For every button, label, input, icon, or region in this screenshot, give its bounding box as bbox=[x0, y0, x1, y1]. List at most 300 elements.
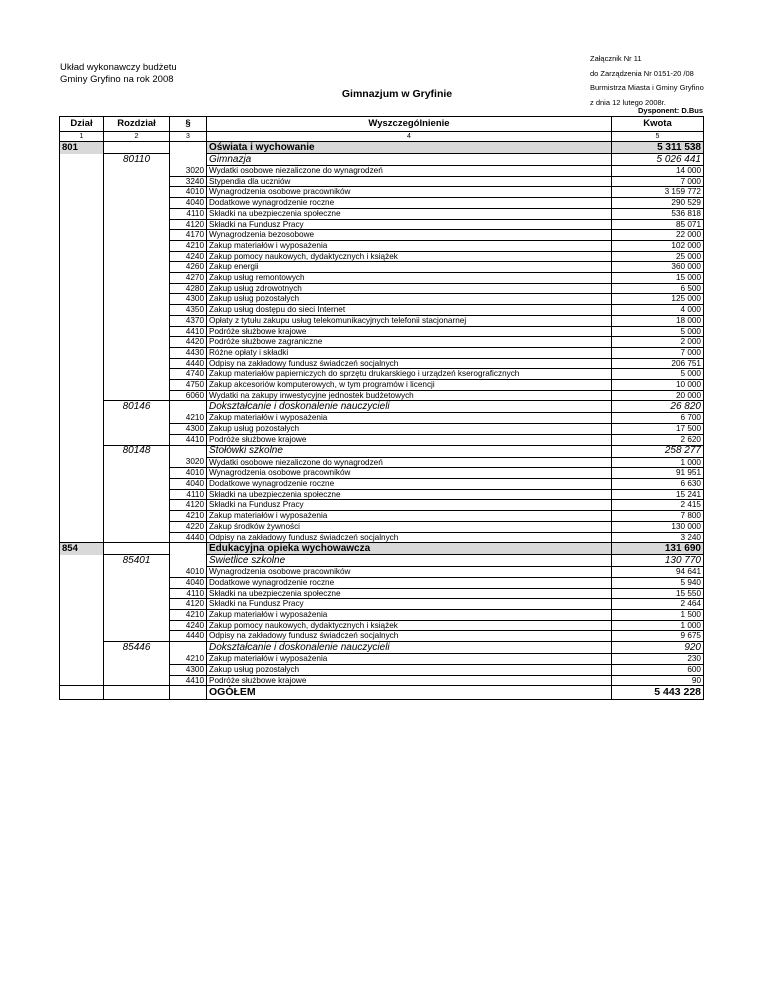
item-name: Odpisy na zakładowy fundusz świadczeń socjalnych bbox=[207, 532, 612, 543]
col-dzial-header: Dział bbox=[60, 117, 104, 132]
empty-cell bbox=[104, 610, 170, 621]
empty-cell bbox=[104, 230, 170, 241]
col-number: 3 bbox=[170, 132, 207, 142]
table-row bbox=[60, 577, 704, 588]
total-label: OGÓŁEM bbox=[207, 686, 612, 700]
item-amount: 360 000 bbox=[612, 262, 704, 273]
item-amount: 125 000 bbox=[612, 294, 704, 305]
item-name: Zakup usług remontowych bbox=[207, 273, 612, 284]
item-amount: 15 550 bbox=[612, 588, 704, 599]
empty-cell bbox=[60, 555, 104, 567]
empty-cell bbox=[60, 166, 104, 177]
empty-cell bbox=[104, 326, 170, 337]
col-number: 1 bbox=[60, 132, 104, 142]
empty-cell bbox=[60, 654, 104, 665]
empty-cell bbox=[104, 187, 170, 198]
paragraf-code: 4300 bbox=[170, 294, 207, 305]
empty-cell bbox=[104, 208, 170, 219]
item-amount: 85 071 bbox=[612, 219, 704, 230]
empty-cell bbox=[60, 358, 104, 369]
paragraf-code: 4440 bbox=[170, 631, 207, 642]
paragraf-code: 6060 bbox=[170, 390, 207, 401]
empty-cell bbox=[60, 380, 104, 391]
item-amount: 15 000 bbox=[612, 273, 704, 284]
budget-table bbox=[59, 116, 704, 700]
rozdzial-name: Dokształcanie i doskonalenie nauczycieli bbox=[207, 642, 612, 654]
table-row bbox=[60, 675, 704, 686]
empty-cell bbox=[104, 521, 170, 532]
empty-cell bbox=[104, 588, 170, 599]
paragraf-code: 4280 bbox=[170, 283, 207, 294]
paragraf-code: 4410 bbox=[170, 326, 207, 337]
item-name: Różne opłaty i składki bbox=[207, 347, 612, 358]
item-name: Zakup usług pozostałych bbox=[207, 664, 612, 675]
dzial-row bbox=[60, 142, 704, 154]
rozdzial-code: 80110 bbox=[104, 154, 170, 166]
empty-cell bbox=[60, 567, 104, 578]
paragraf-code: 4040 bbox=[170, 577, 207, 588]
item-name: Podróże służbowe krajowe bbox=[207, 675, 612, 686]
dzial-row bbox=[60, 543, 704, 555]
item-name: Odpisy na zakładowy fundusz świadczeń socjalnych bbox=[207, 358, 612, 369]
table-row bbox=[60, 599, 704, 610]
item-name: Składki na Fundusz Pracy bbox=[207, 599, 612, 610]
empty-cell bbox=[104, 654, 170, 665]
empty-cell bbox=[104, 413, 170, 424]
item-name: Zakup usług pozostałych bbox=[207, 424, 612, 435]
item-amount: 536 818 bbox=[612, 208, 704, 219]
empty-cell bbox=[104, 532, 170, 543]
empty-cell bbox=[104, 305, 170, 316]
empty-cell bbox=[60, 401, 104, 413]
paragraf-code: 4240 bbox=[170, 251, 207, 262]
empty-cell bbox=[60, 273, 104, 284]
paragraf-code: 4010 bbox=[170, 468, 207, 479]
empty-cell bbox=[104, 358, 170, 369]
table-row bbox=[60, 620, 704, 631]
table-row bbox=[60, 283, 704, 294]
empty-cell bbox=[104, 347, 170, 358]
paragraf-code: 4410 bbox=[170, 675, 207, 686]
empty-cell bbox=[170, 642, 207, 654]
empty-cell bbox=[60, 434, 104, 445]
column-number-row bbox=[60, 132, 704, 142]
table-row bbox=[60, 326, 704, 337]
paragraf-code: 4440 bbox=[170, 358, 207, 369]
empty-cell bbox=[104, 631, 170, 642]
paragraf-code: 4220 bbox=[170, 521, 207, 532]
table-row bbox=[60, 511, 704, 522]
empty-cell bbox=[60, 521, 104, 532]
empty-cell bbox=[60, 642, 104, 654]
paragraf-code: 4120 bbox=[170, 500, 207, 511]
item-amount: 9 675 bbox=[612, 631, 704, 642]
table-row bbox=[60, 273, 704, 284]
table-row bbox=[60, 176, 704, 187]
table-row bbox=[60, 369, 704, 380]
empty-cell bbox=[60, 610, 104, 621]
dzial-amount: 5 311 538 bbox=[612, 142, 704, 154]
paragraf-code: 4210 bbox=[170, 240, 207, 251]
item-name: Wydatki osobowe niezaliczone do wynagrodzeń bbox=[207, 166, 612, 177]
table-row bbox=[60, 230, 704, 241]
item-amount: 102 000 bbox=[612, 240, 704, 251]
item-name: Dodatkowe wynagrodzenie roczne bbox=[207, 577, 612, 588]
table-row bbox=[60, 567, 704, 578]
empty-cell bbox=[60, 337, 104, 348]
table-row bbox=[60, 413, 704, 424]
item-name: Podróże służbowe krajowe bbox=[207, 326, 612, 337]
paragraf-code: 4110 bbox=[170, 489, 207, 500]
empty-cell bbox=[104, 457, 170, 468]
empty-cell bbox=[60, 294, 104, 305]
item-name: Zakup pomocy naukowych, dydaktycznych i książek bbox=[207, 620, 612, 631]
item-amount: 6 700 bbox=[612, 413, 704, 424]
item-name: Wydatki na zakupy inwestycyjne jednostek budżetowych bbox=[207, 390, 612, 401]
empty-cell bbox=[104, 380, 170, 391]
empty-cell bbox=[170, 555, 207, 567]
rozdzial-name: Stołówki szkolne bbox=[207, 445, 612, 457]
item-amount: 7 000 bbox=[612, 176, 704, 187]
rozdzial-row bbox=[60, 445, 704, 457]
paragraf-code: 4240 bbox=[170, 620, 207, 631]
paragraf-code: 4040 bbox=[170, 198, 207, 209]
empty-cell bbox=[60, 457, 104, 468]
empty-cell bbox=[170, 686, 207, 700]
table-row bbox=[60, 588, 704, 599]
rozdzial-row bbox=[60, 401, 704, 413]
paragraf-code: 3240 bbox=[170, 176, 207, 187]
dzial-code: 854 bbox=[60, 543, 104, 555]
empty-cell bbox=[60, 251, 104, 262]
paragraf-code: 4120 bbox=[170, 219, 207, 230]
dzial-name: Edukacyjna opieka wychowawcza bbox=[207, 543, 612, 555]
item-amount: 3 159 772 bbox=[612, 187, 704, 198]
table-row bbox=[60, 434, 704, 445]
table-row bbox=[60, 315, 704, 326]
rozdzial-amount: 258 277 bbox=[612, 445, 704, 457]
paragraf-code: 4270 bbox=[170, 273, 207, 284]
rozdzial-name: Gimnazja bbox=[207, 154, 612, 166]
item-name: Odpisy na zakładowy fundusz świadczeń socjalnych bbox=[207, 631, 612, 642]
empty-cell bbox=[60, 478, 104, 489]
empty-cell bbox=[170, 142, 207, 154]
paragraf-code: 3020 bbox=[170, 457, 207, 468]
empty-cell bbox=[60, 511, 104, 522]
empty-cell bbox=[60, 424, 104, 435]
empty-cell bbox=[60, 176, 104, 187]
empty-cell bbox=[60, 675, 104, 686]
item-name: Zakup materiałów i wyposażenia bbox=[207, 610, 612, 621]
item-amount: 130 000 bbox=[612, 521, 704, 532]
empty-cell bbox=[104, 337, 170, 348]
rozdzial-code: 80148 bbox=[104, 445, 170, 457]
empty-cell bbox=[60, 413, 104, 424]
empty-cell bbox=[104, 468, 170, 479]
item-amount: 91 951 bbox=[612, 468, 704, 479]
paragraf-code: 4120 bbox=[170, 599, 207, 610]
item-amount: 22 000 bbox=[612, 230, 704, 241]
empty-cell bbox=[60, 198, 104, 209]
header-left-line2: Gminy Gryfino na rok 2008 bbox=[60, 73, 174, 85]
col-number: 5 bbox=[612, 132, 704, 142]
empty-cell bbox=[104, 478, 170, 489]
header-right bbox=[590, 52, 704, 110]
table-row bbox=[60, 347, 704, 358]
item-name: Zakup materiałów i wyposażenia bbox=[207, 511, 612, 522]
empty-cell bbox=[104, 198, 170, 209]
rozdzial-name: Dokształcanie i doskonalenie nauczycieli bbox=[207, 401, 612, 413]
item-name: Składki na Fundusz Pracy bbox=[207, 219, 612, 230]
paragraf-code: 4210 bbox=[170, 511, 207, 522]
table-row bbox=[60, 358, 704, 369]
issue-date: z dnia 12 lutego 2008r. bbox=[590, 97, 666, 107]
item-amount: 2 464 bbox=[612, 599, 704, 610]
empty-cell bbox=[104, 294, 170, 305]
empty-cell bbox=[104, 219, 170, 230]
paragraf-code: 4040 bbox=[170, 478, 207, 489]
paragraf-code: 4260 bbox=[170, 262, 207, 273]
paragraf-code: 4110 bbox=[170, 588, 207, 599]
empty-cell bbox=[60, 500, 104, 511]
table-row bbox=[60, 187, 704, 198]
rozdzial-code: 85446 bbox=[104, 642, 170, 654]
empty-cell bbox=[170, 445, 207, 457]
paragraf-code: 4350 bbox=[170, 305, 207, 316]
empty-cell bbox=[104, 424, 170, 435]
item-name: Zakup materiałów i wyposażenia bbox=[207, 654, 612, 665]
item-name: Składki na ubezpieczenia społeczne bbox=[207, 208, 612, 219]
empty-cell bbox=[170, 401, 207, 413]
item-amount: 14 000 bbox=[612, 166, 704, 177]
attachment-number: Załącznik Nr 11 bbox=[590, 54, 642, 63]
paragraf-code: 4170 bbox=[170, 230, 207, 241]
empty-cell bbox=[60, 588, 104, 599]
empty-cell bbox=[104, 273, 170, 284]
item-name: Zakup środków żywności bbox=[207, 521, 612, 532]
item-amount: 4 000 bbox=[612, 305, 704, 316]
issuer: Burmistrza Miasta i Gminy Gryfino bbox=[590, 83, 704, 92]
empty-cell bbox=[60, 532, 104, 543]
item-name: Podróże służbowe zagraniczne bbox=[207, 337, 612, 348]
table-row bbox=[60, 424, 704, 435]
paragraf-code: 4420 bbox=[170, 337, 207, 348]
item-name: Zakup usług zdrowotnych bbox=[207, 283, 612, 294]
item-name: Zakup usług pozostałych bbox=[207, 294, 612, 305]
header-left-line1: Układ wykonawczy budżetu bbox=[60, 62, 177, 73]
dzial-amount: 131 690 bbox=[612, 543, 704, 555]
item-name: Dodatkowe wynagrodzenie roczne bbox=[207, 198, 612, 209]
table-row bbox=[60, 631, 704, 642]
item-name: Zakup energii bbox=[207, 262, 612, 273]
empty-cell bbox=[60, 390, 104, 401]
header-left bbox=[60, 62, 177, 85]
paragraf-code: 4210 bbox=[170, 654, 207, 665]
item-name: Zakup akcesoriów komputerowych, w tym programów i licencji bbox=[207, 380, 612, 391]
empty-cell bbox=[104, 390, 170, 401]
item-amount: 206 751 bbox=[612, 358, 704, 369]
empty-cell bbox=[104, 577, 170, 588]
item-amount: 18 000 bbox=[612, 315, 704, 326]
empty-cell bbox=[104, 166, 170, 177]
item-name: Zakup materiałów i wyposażenia bbox=[207, 240, 612, 251]
col-number: 4 bbox=[207, 132, 612, 142]
item-amount: 17 500 bbox=[612, 424, 704, 435]
page-title-wrap bbox=[0, 88, 768, 100]
empty-cell bbox=[60, 262, 104, 273]
table-row bbox=[60, 532, 704, 543]
item-amount: 7 800 bbox=[612, 511, 704, 522]
table-row bbox=[60, 337, 704, 348]
item-amount: 5 940 bbox=[612, 577, 704, 588]
paragraf-code: 4210 bbox=[170, 610, 207, 621]
empty-cell bbox=[104, 315, 170, 326]
item-amount: 2 415 bbox=[612, 500, 704, 511]
empty-cell bbox=[60, 577, 104, 588]
dzial-name: Oświata i wychowanie bbox=[207, 142, 612, 154]
empty-cell bbox=[60, 305, 104, 316]
item-name: Wydatki osobowe niezaliczone do wynagrodzeń bbox=[207, 457, 612, 468]
rozdzial-row bbox=[60, 555, 704, 567]
empty-cell bbox=[60, 219, 104, 230]
col-kwota-header: Kwota bbox=[612, 117, 704, 132]
paragraf-code: 4410 bbox=[170, 434, 207, 445]
empty-cell bbox=[104, 369, 170, 380]
empty-cell bbox=[104, 599, 170, 610]
empty-cell bbox=[60, 620, 104, 631]
table-row bbox=[60, 610, 704, 621]
paragraf-code: 4110 bbox=[170, 208, 207, 219]
item-amount: 15 241 bbox=[612, 489, 704, 500]
empty-cell bbox=[104, 283, 170, 294]
item-amount: 7 000 bbox=[612, 347, 704, 358]
table-row bbox=[60, 478, 704, 489]
table-row bbox=[60, 468, 704, 479]
rozdzial-row bbox=[60, 642, 704, 654]
table-row bbox=[60, 251, 704, 262]
empty-cell bbox=[104, 567, 170, 578]
paragraf-code: 4740 bbox=[170, 369, 207, 380]
item-amount: 2 620 bbox=[612, 434, 704, 445]
empty-cell bbox=[60, 468, 104, 479]
table-row bbox=[60, 521, 704, 532]
ordinance-number: do Zarządzenia Nr 0151-20 /08 bbox=[590, 68, 694, 78]
table-row bbox=[60, 198, 704, 209]
empty-cell bbox=[104, 500, 170, 511]
table-row bbox=[60, 166, 704, 177]
table-row bbox=[60, 664, 704, 675]
empty-cell bbox=[104, 686, 170, 700]
item-amount: 5 000 bbox=[612, 326, 704, 337]
paragraf-code: 4430 bbox=[170, 347, 207, 358]
empty-cell bbox=[60, 240, 104, 251]
table-row bbox=[60, 240, 704, 251]
item-name: Wynagrodzenia osobowe pracowników bbox=[207, 187, 612, 198]
paragraf-code: 4010 bbox=[170, 567, 207, 578]
dysponent: Dysponent: D.Bus bbox=[637, 106, 703, 115]
col-rozdzial-header: Rozdział bbox=[104, 117, 170, 132]
page-title: Gimnazjum w Gryfinie bbox=[341, 88, 453, 100]
item-amount: 10 000 bbox=[612, 380, 704, 391]
empty-cell bbox=[60, 315, 104, 326]
item-amount: 1 000 bbox=[612, 457, 704, 468]
item-name: Stypendia dla uczniów bbox=[207, 176, 612, 187]
item-name: Wynagrodzenia osobowe pracowników bbox=[207, 468, 612, 479]
empty-cell bbox=[104, 511, 170, 522]
empty-cell bbox=[60, 599, 104, 610]
item-name: Zakup pomocy naukowych, dydaktycznych i książek bbox=[207, 251, 612, 262]
dzial-code: 801 bbox=[60, 142, 104, 154]
item-amount: 6 630 bbox=[612, 478, 704, 489]
item-name: Wynagrodzenia bezosobowe bbox=[207, 230, 612, 241]
empty-cell bbox=[60, 154, 104, 166]
empty-cell bbox=[104, 489, 170, 500]
item-name: Składki na ubezpieczenia społeczne bbox=[207, 588, 612, 599]
empty-cell bbox=[104, 664, 170, 675]
empty-cell bbox=[60, 347, 104, 358]
empty-cell bbox=[60, 445, 104, 457]
col-wyszczegolnienie-header: Wyszczególnienie bbox=[207, 117, 612, 132]
item-amount: 20 000 bbox=[612, 390, 704, 401]
empty-cell bbox=[60, 664, 104, 675]
empty-cell bbox=[104, 251, 170, 262]
item-amount: 94 641 bbox=[612, 567, 704, 578]
table-row bbox=[60, 262, 704, 273]
table-row bbox=[60, 457, 704, 468]
item-amount: 6 500 bbox=[612, 283, 704, 294]
item-name: Zakup usług dostępu do sieci Internet bbox=[207, 305, 612, 316]
item-amount: 230 bbox=[612, 654, 704, 665]
item-amount: 600 bbox=[612, 664, 704, 675]
table-row bbox=[60, 654, 704, 665]
empty-cell bbox=[104, 176, 170, 187]
table-row bbox=[60, 219, 704, 230]
empty-cell bbox=[104, 142, 170, 154]
empty-cell bbox=[60, 686, 104, 700]
total-row bbox=[60, 686, 704, 700]
empty-cell bbox=[170, 154, 207, 166]
empty-cell bbox=[60, 283, 104, 294]
table-row bbox=[60, 208, 704, 219]
item-name: Dodatkowe wynagrodzenie roczne bbox=[207, 478, 612, 489]
table-row bbox=[60, 380, 704, 391]
rozdzial-amount: 26 820 bbox=[612, 401, 704, 413]
empty-cell bbox=[104, 675, 170, 686]
paragraf-code: 3020 bbox=[170, 166, 207, 177]
item-name: Zakup materiałów i wyposażenia bbox=[207, 413, 612, 424]
item-name: Podróże służbowe krajowe bbox=[207, 434, 612, 445]
rozdzial-amount: 130 770 bbox=[612, 555, 704, 567]
empty-cell bbox=[60, 489, 104, 500]
empty-cell bbox=[104, 240, 170, 251]
col-number: 2 bbox=[104, 132, 170, 142]
item-amount: 1 500 bbox=[612, 610, 704, 621]
empty-cell bbox=[60, 631, 104, 642]
rozdzial-amount: 920 bbox=[612, 642, 704, 654]
table-row bbox=[60, 500, 704, 511]
paragraf-code: 4010 bbox=[170, 187, 207, 198]
item-name: Opłaty z tytułu zakupu usług telekomunikacyjnych telefonii stacjonarnej bbox=[207, 315, 612, 326]
col-paragraf-header: § bbox=[170, 117, 207, 132]
item-amount: 290 529 bbox=[612, 198, 704, 209]
table-row bbox=[60, 489, 704, 500]
table-row bbox=[60, 305, 704, 316]
item-amount: 3 240 bbox=[612, 532, 704, 543]
paragraf-code: 4210 bbox=[170, 413, 207, 424]
paragraf-code: 4440 bbox=[170, 532, 207, 543]
rozdzial-code: 85401 bbox=[104, 555, 170, 567]
empty-cell bbox=[104, 543, 170, 555]
